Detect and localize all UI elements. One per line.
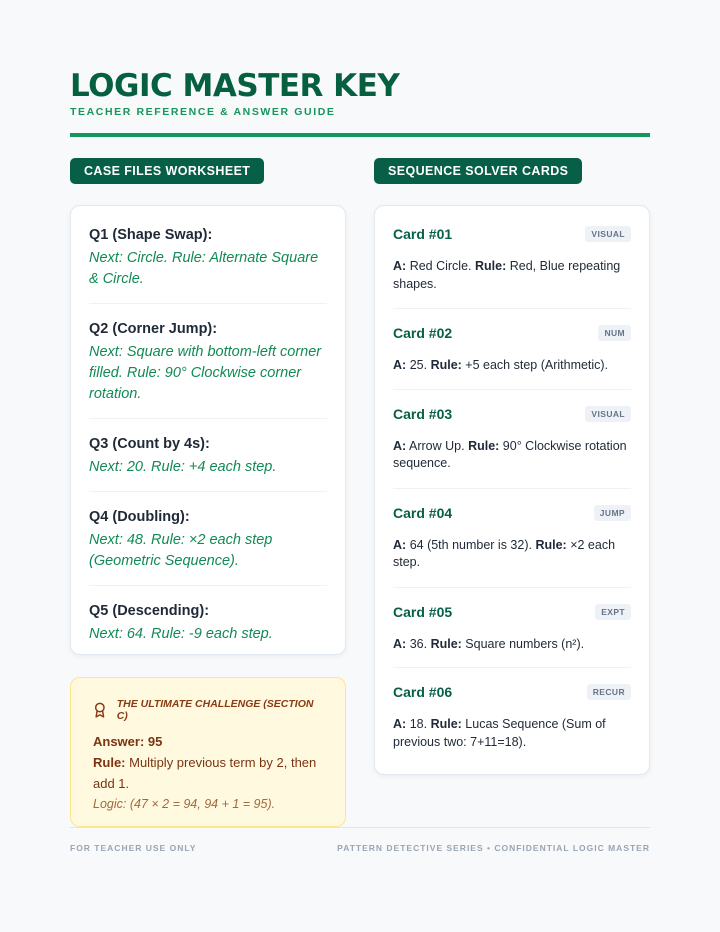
- rule-label: Rule:: [468, 438, 500, 453]
- rule-value: 90° Clockwise rotation sequence.: [393, 438, 627, 470]
- solver-card-item: [393, 309, 631, 390]
- footer-left: FOR TEACHER USE ONLY: [70, 843, 197, 853]
- award-icon: [93, 702, 107, 718]
- answer-value: 36.: [409, 636, 428, 651]
- solver-card-title: Card #01: [393, 226, 453, 242]
- solver-card-text: [393, 438, 631, 473]
- solver-card-tag: RECUR: [587, 684, 631, 700]
- answer-label: A:: [393, 717, 407, 731]
- question-answer: Next: Circle. Rule: Alternate Square & Circle.: [89, 250, 319, 287]
- rule-value: Square numbers (n²).: [465, 636, 585, 651]
- solver-card-title: Card #05: [393, 603, 453, 620]
- answer-value: 64 (5th number is 32).: [409, 537, 532, 552]
- solver-card-title: Card #03: [393, 405, 453, 422]
- solver-card-tag: NUM: [598, 325, 631, 341]
- solver-card-item: [393, 668, 631, 765]
- footer-right: PATTERN DETECTIVE SERIES • CONFIDENTIAL LOGIC MASTER: [337, 843, 650, 853]
- case-files-card: [70, 205, 346, 655]
- solver-card-text: [393, 258, 631, 293]
- solver-card-title: Card #06: [393, 684, 453, 700]
- solver-card-tag: VISUAL: [585, 406, 631, 422]
- question-title: Q4 (Doubling):: [89, 509, 190, 525]
- sequence-solver-card: [374, 205, 650, 775]
- solver-card-text: [393, 636, 631, 654]
- solver-card-title: Card #02: [393, 325, 453, 341]
- question-answer: Next: 48. Rule: ×2 each step (Geometric Sequence).: [89, 532, 273, 569]
- rule-value: ×2 each step.: [393, 537, 616, 569]
- solver-card-tag: EXPT: [595, 604, 631, 620]
- answer-value: 25.: [409, 358, 428, 372]
- challenge-rule: [93, 752, 323, 794]
- answer-value: 18.: [409, 717, 428, 731]
- question-answer: Next: Square with bottom-left corner filled. Rule: 90° Clockwise corner rotation.: [89, 344, 322, 402]
- page-title: LOGIC MASTER KEY: [70, 68, 400, 104]
- challenge-title: THE ULTIMATE CHALLENGE (SECTION C): [116, 698, 314, 722]
- answer-value: Red Circle.: [409, 259, 472, 273]
- solver-card-item: [393, 588, 631, 669]
- solver-card-text: [393, 537, 631, 572]
- rule-label: Rule:: [430, 358, 462, 372]
- answer-label: A:: [393, 537, 407, 552]
- solver-card-tag: VISUAL: [585, 226, 631, 242]
- question-item: [89, 431, 327, 492]
- page-subtitle: TEACHER REFERENCE & ANSWER GUIDE: [70, 106, 336, 118]
- rule-label: Rule:: [430, 717, 462, 731]
- rule-label: Rule:: [475, 259, 507, 273]
- challenge-answer: Answer: 95: [93, 734, 163, 749]
- challenge-rule-label: Rule:: [93, 755, 126, 770]
- question-title: Q3 (Count by 4s):: [89, 436, 210, 452]
- solver-card-item: [393, 206, 631, 309]
- solver-card-text: [393, 357, 631, 375]
- rule-value: Red, Blue repeating shapes.: [393, 259, 621, 291]
- section-label-sequence-solver: SEQUENCE SOLVER CARDS: [374, 158, 582, 184]
- question-answer: Next: 20. Rule: +4 each step.: [89, 459, 277, 475]
- rule-value: Lucas Sequence (Sum of previous two: 7+11=18).: [393, 717, 606, 749]
- question-item: [89, 316, 327, 419]
- ultimate-challenge-box: [70, 677, 346, 827]
- rule-value: +5 each step (Arithmetic).: [465, 358, 609, 372]
- challenge-logic: Logic: (47 × 2 = 94, 94 + 1 = 95).: [93, 797, 276, 811]
- challenge-rule-text: Multiply previous term by 2, then add 1.: [93, 755, 317, 791]
- question-item: [89, 222, 327, 304]
- section-label-case-files: CASE FILES WORKSHEET: [70, 158, 264, 184]
- answer-label: A:: [393, 636, 407, 651]
- solver-card-item: [393, 390, 631, 489]
- question-answer: Next: 64. Rule: -9 each step.: [89, 626, 273, 642]
- question-title: Q2 (Corner Jump):: [89, 321, 218, 337]
- answer-label: A:: [393, 259, 407, 273]
- answer-label: A:: [393, 438, 407, 453]
- header-divider: [70, 133, 650, 137]
- footer-divider: [70, 827, 650, 828]
- solver-card-item: [393, 489, 631, 588]
- question-item: [89, 504, 327, 586]
- question-title: Q5 (Descending):: [89, 603, 210, 619]
- question-item: [89, 598, 327, 658]
- question-title: Q1 (Shape Swap):: [89, 227, 213, 243]
- answer-value: Arrow Up.: [409, 438, 465, 453]
- solver-card-tag: JUMP: [594, 505, 631, 521]
- answer-label: A:: [393, 358, 407, 372]
- solver-card-text: [393, 716, 631, 751]
- rule-label: Rule:: [535, 537, 567, 552]
- rule-label: Rule:: [430, 636, 462, 651]
- solver-card-title: Card #04: [393, 504, 453, 521]
